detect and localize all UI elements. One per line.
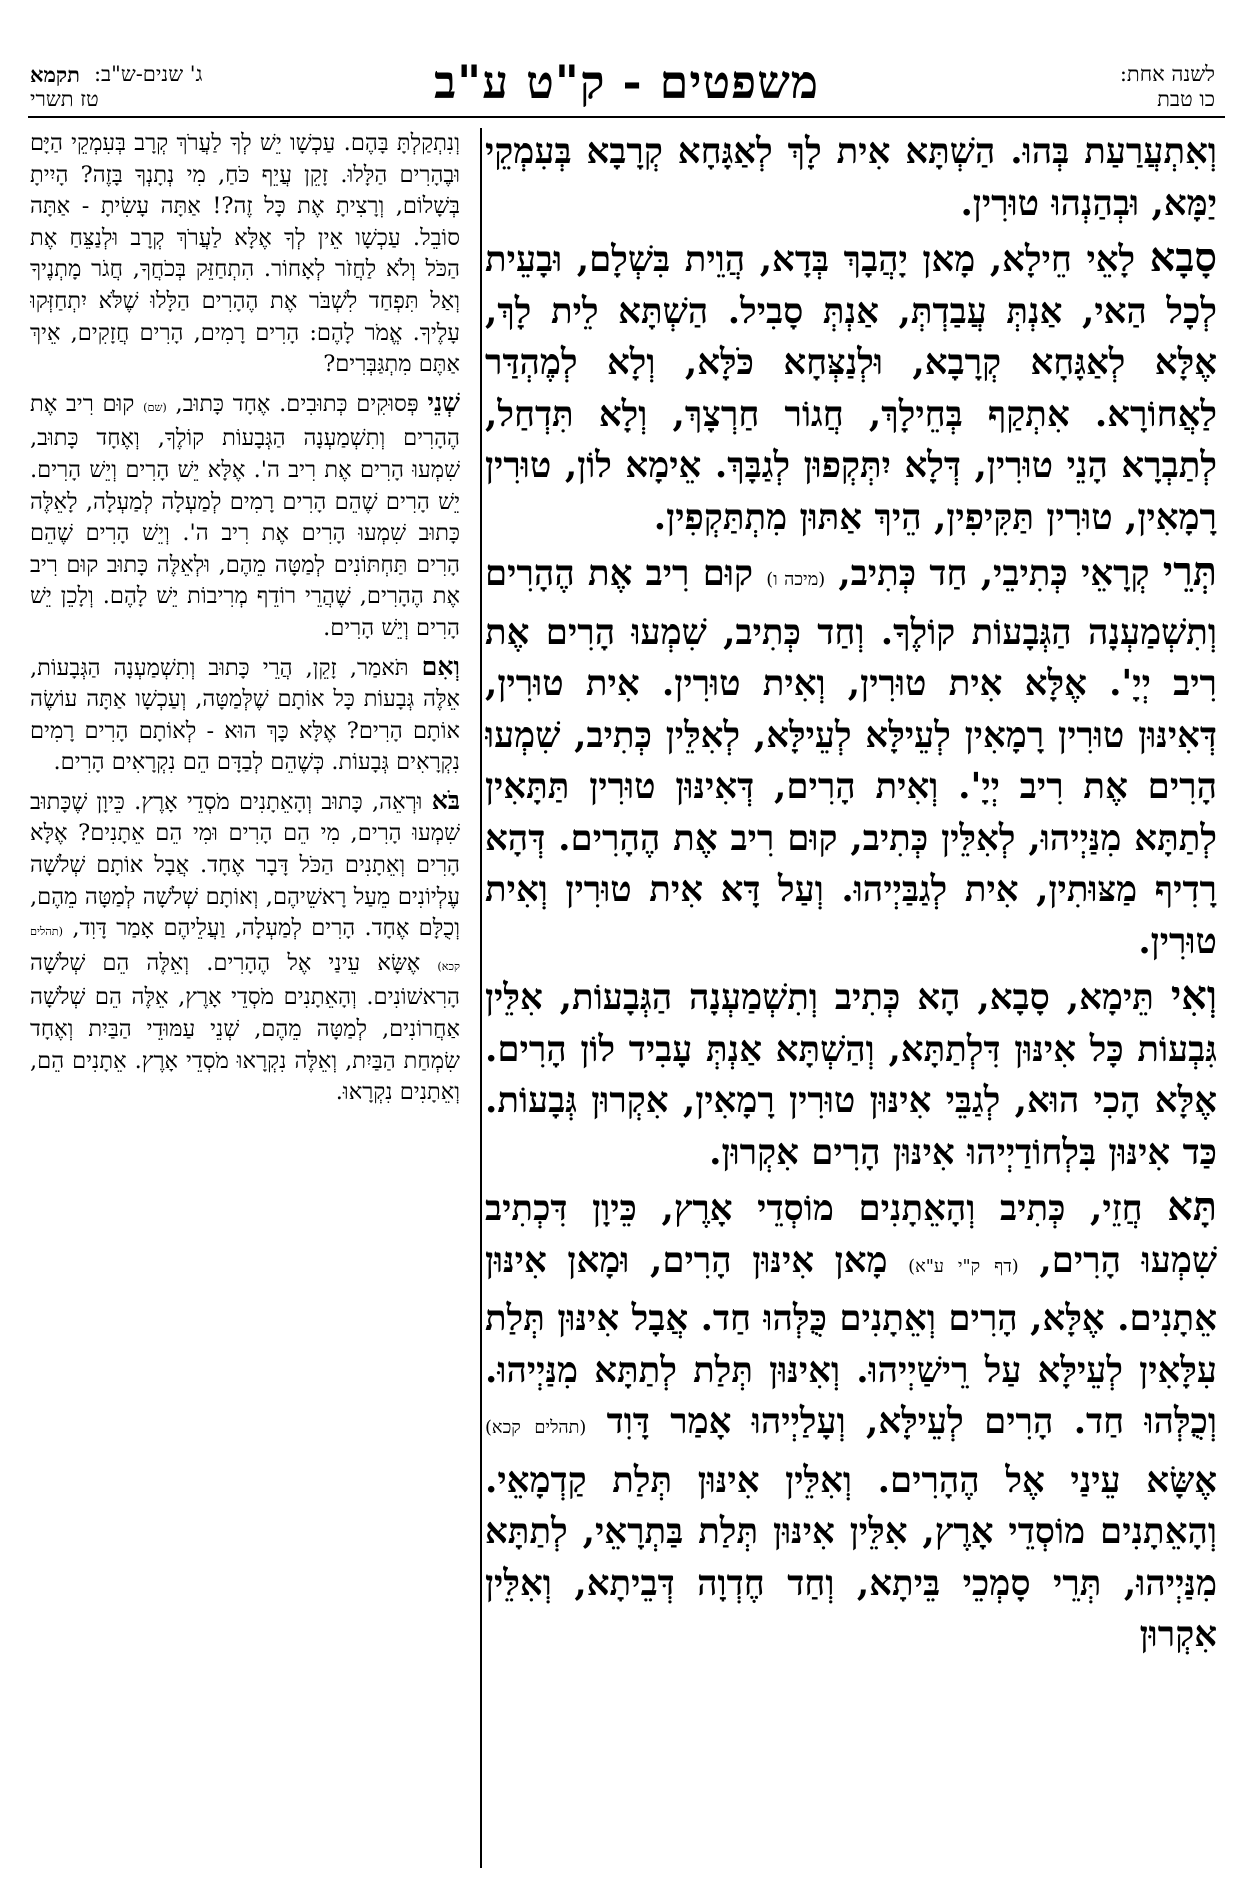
- side-paragraph-4: בֹּא וּרְאֵה, כָּתוּב וְהָאֵתָנִים מֹסְדֵי אָרֶץ. כֵּיוָן שֶׁכָּתוּב שִׁמְעוּ הָרִים, מִי הֵם הָרִים וּמִי הֵם אֵתָנִים? אֶלָּא הָרִים וְאֵתָנִים הַכֹּל דָּבָר אֶחָד. אֲבָל אוֹתָם שְׁלֹשָׁה עֶלְיוֹנִים מֵעַל רָאשֵׁיהֶם, וְאוֹתָם שְׁלֹשָׁה לְמַטָּה מֵהֶם, וְכֻלָּם אֶחָד. הָרִים לְמַעְלָה, וַעֲלֵיהֶם אָמַר דָּוִד, (תהלים קכא) אֶשָּׂא עֵינַי אֶל הֶהָרִים. וְאֵלֶּה הֵם שְׁלֹשָׁה הָרִאשׁוֹנִים. וְהָאֵתָנִים מֹסְדֵי אָרֶץ, אֵלֶּה הֵם שְׁלֹשָׁה אַחֲרוֹנִים, לְמַטָּה מֵהֶם, שְׁנֵי עַמּוּדֵי הַבַּיִת וְאֶחָד שִׂמְחַת הַבַּיִת, וְאֵלֶּה נִקְרָאוּ מֹסְדֵי אָרֶץ. אֵתָנִים הֵם, וְאֵתָנִים נִקְרָאוּ.: [30, 784, 460, 1106]
- date-three-years: טז תשרי: [30, 87, 99, 111]
- side-paragraph-2: שְׁנֵי פְּסוּקִים כְּתוּבִים. אֶחָד כָּתוּב, (שם) קוּם רִיב אֶת הֶהָרִים וְתִשְׁמַעְנָה הַגְּבָעוֹת קוֹלֶךָ, וְאֶחָד כָּתוּב, שִׁמְעוּ הָרִים אֶת רִיב ה'. אֶלָּא יֵשׁ הָרִים וְיֵשׁ הָרִים. יֵשׁ הָרִים שֶׁהֵם הָרִים רָמִים לְמַעְלָה לְמַעְלָה, לָאֵלֶּה כָּתוּב שִׁמְעוּ הָרִים אֶת רִיב ה'. וְיֵשׁ הָרִים שֶׁהֵם הָרִים תַּחְתּוֹנִים לְמַטָּה מֵהֶם, וּלְאֵלֶּה כָּתוּב קוּם רִיב אֶת הֶהָרִים, שֶׁהֲרֵי רוֹדֵף מְרִיבוֹת יֵשׁ לָהֶם. וְלָכֵן יֵשׁ הָרִים וְיֵשׁ הָרִים.: [30, 386, 460, 641]
- side-paragraph-1: וְנִתְקַלְתָּ בָּהֶם. עַכְשָׁו יֵשׁ לְךָ לַעֲרֹךְ קְרָב בְּעִמְקֵי הַיָּם וּבֶהָרִים הַלָּלוּ. זָקֵן עֲיֵף כֹּחַ, מִי נְתָנְךָ בָּזֶה? הָיִיתָ בְּשָׁלוֹם, וְרָצִיתָ אֶת כָּל זֶה?! אַתָּה עָשִׂיתָ - אַתָּה סוֹבֵל. עַכְשָׁו אֵין לְךָ אֶלָּא לַעֲרֹךְ קְרָב וּלְנַצֵּחַ אֶת הַכֹּל וְלֹא לַחֲזֹר לְאָחוֹר. הִתְחַזֵּק בְּכֹחֲךָ, חֲגֹר מָתְנֶיךָ וְאַל תִּפְחַד לִשְׁבֹּר אֶת הֶהָרִים הַלָּלוּ שֶׁלֹּא יִתְחַזְּקוּ עָלֶיךָ. אֱמֹר לָהֶם: הָרִים רָמִים, הָרִים חֲזָקִים, אֵיךְ אַתֶּם מִתְגַּבְּרִים?: [30, 130, 460, 378]
- header-rule: [28, 116, 1225, 118]
- main-paragraph-3: תְּרֵי קְרָאֵי כְּתִיבֵי, חַד כְּתִיב, (מיכה ו) קוּם רִיב אֶת הֶהָרִים וְתִשְׁמַעְנָה הַגְּבָעוֹת קוֹלֶךָ. וְחַד כְּתִיב, שִׁמְעוּ הָרִים אֶת רִיב יְיָ'. אֶלָּא אִית טוּרִין, וְאִית טוּרִין. אִית טוּרִין, דְּאִינּוּן טוּרִין רָמָאִין לְעֵילָּא לְעֵילָּא, לְאִלֵּין כְּתִיב, שִׁמְעוּ הָרִים אֶת רִיב יְיָ'. וְאִית הָרִים, דְּאִינּוּן טוּרִין תַּתָּאִין לְתַתָּא מִנַּיְיהוּ, לְאִלֵּין כְּתִיב, קוּם רִיב אֶת הֶהָרִים. דְּהָא רָדִיף מַצּוּתִין, אִית לְגַבַּיְיהוּ. וְעַל דָּא אִית טוּרִין וְאִית טוּרִין.: [485, 549, 1217, 962]
- page-title: משפטים - ק"ט ע"ב: [433, 55, 820, 109]
- main-paragraph-1: וְאִתְעֲרַעַת בְּהוּ. הַשְׁתָּא אִית לָךְ לְאַגָּחָא קְרָבָא בְּעִמְקֵי יַמָּא, וּבְהַנְהוּ טוּרִין.: [485, 131, 1217, 224]
- header-left-block: [30, 62, 203, 112]
- page-number: תקמא: [30, 62, 80, 87]
- main-paragraph-5: תָּא חֲזֵי, כְּתִיב וְהָאֵתָנִים מוֹסְדֵי אָרֶץ, כֵּיוָן דִּכְתִיב שִׁמְעוּ הָרִים, (דף ק"י ע"א) מָאן אִינּוּן הָרִים, וּמָאן אִינּוּן אֵתָנִים. אֶלָּא, הָרִים וְאֵתָנִים כֻּלְּהוּ חַד. אֲבָל אִינּוּן תְּלַת עִלָּאִין לְעֵילָּא עַל רֵישַׁיְיהוּ. וְאִינּוּן תְּלַת לְתַתָּא מִנַּיְיהוּ. וְכֻלְּהוּ חַד. הָרִים לְעֵילָּא, וְעָלַיְיהוּ אָמַר דָּוִד (תהלים קכא) אֶשָּׂא עֵינַי אֶל הֶהָרִים. וְאִלֵּין אִינּוּן תְּלַת קַדְמָאֵי. וְהָאֵתָנִים מוֹסְדֵי אָרֶץ, אִלֵּין אִינּוּן תְּלַת בַּתְרָאֵי, לְתַתָּא מִנַּיְיהוּ, תְּרֵי סָמְכֵי בֵּיתָא, וְחַד חֶדְוָה דְּבֵיתָא, וְאִלֵּין אִקְרוּן: [485, 1184, 1217, 1655]
- date-one-year: כו טבת: [1157, 87, 1215, 111]
- study-schedule-three-years: ג' שנים-ש"ב:: [93, 62, 203, 86]
- hebrew-translation-column: [30, 128, 460, 1868]
- column-divider: [480, 128, 482, 1868]
- source-reference: (דף ק"י ע"א): [908, 1256, 1019, 1277]
- page-header: [0, 0, 1253, 120]
- study-schedule-one-year: לשנה אחת:: [1119, 62, 1215, 86]
- main-paragraph-4: וְאִי תֵּימָא, סָבָא, הָא כְּתִיב וְתִשְׁמַעְנָה הַגְּבָעוֹת, אִלֵּין גִּבְעוֹת כָּל אִינּוּן דִּלְתַתָּא, וְהַשְׁתָּא אַנְתְּ עָבִיד לוֹן הָרִים. אֶלָּא הָכִי הוּא, לְגַבֵּי אִינּוּן טוּרִין רָמָאִין, אִקְרוּן גְּבָעוֹת. כַּד אִינּוּן בִּלְחוֹדַיְיהוּ אִינּוּן הָרִים אִקְרוּן.: [485, 973, 1217, 1173]
- source-reference: (תהלים קכא): [485, 1418, 587, 1438]
- main-paragraph-2: סָבָא לָאֵי חֵילָא, מָאן יָהֲבָךְ בְּדָא, הֲוֵית בִּשְׁלָם, וּבָעֵית לְכָל הַאי, אַנְתְּ עֲבַדְתְּ, אַנְתְּ סָבִיל. הַשְׁתָּא לֵית לָךְ, אֶלָּא לְאַגָּחָא קְרָבָא, וּלְנַצְּחָא כֹּלָּא, וְלָא לְמֶהְדַּר לַאֲחוֹרָא. אִתְקַף בְּחֵילָךְ, חֲגוֹר חַרְצָךְ, וְלָא תִּדְחַל, לְתַבְרָא הָנֵי טוּרִין, דְּלָא יִתְּקְפוּן לְגַבָּךְ. אֵימָא לוֹן, טוּרִין רָמָאִין, טוּרִין תַּקִּיפִין, הֵיךְ אַתּוּן מִתְתַּקְפִין.: [485, 235, 1217, 538]
- aramaic-text-column: [485, 126, 1217, 1866]
- side-paragraph-3: וְאִם תֹּאמַר, זָקֵן, הֲרֵי כָּתוּב וְתִשְׁמַעְנָה הַגְּבָעוֹת, אֵלֶּה גְּבָעוֹת כָּל אוֹתָם שֶׁלְּמַטָּה, וְעַכְשָׁו אַתָּה עוֹשֶׂה אוֹתָם הָרִים? אֶלָּא כָּךְ הוּא - לְאוֹתָם הָרִים רָמִים נִקְרָאִים גְּבָעוֹת. כְּשֶׁהֵם לְבַדָּם הֵם נִקְרָאִים הָרִים.: [30, 650, 460, 776]
- source-reference: (שם): [143, 400, 167, 414]
- source-reference: (מיכה ו): [766, 570, 826, 590]
- source-reference: (תהלים קכא): [30, 925, 460, 973]
